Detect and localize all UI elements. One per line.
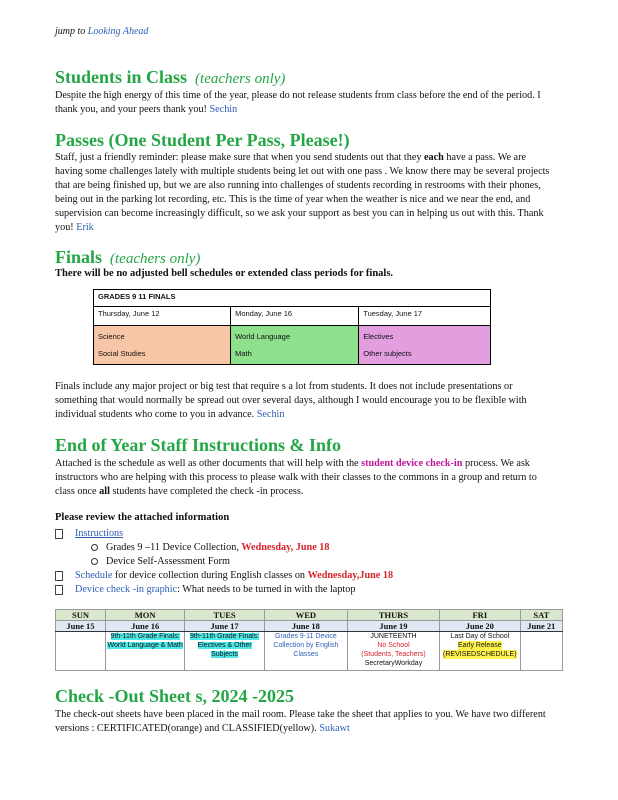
circle-bullet-icon bbox=[91, 544, 98, 551]
signature-sukawt[interactable]: Sukawt bbox=[319, 723, 350, 734]
students-in-class-body: Despite the high energy of this time of the year, please do not release students from class before the end of the period. I thank you, and your peers thank you! Sechin bbox=[55, 90, 541, 115]
finals-day: Tuesday, June 17 bbox=[359, 307, 491, 326]
finals-table bbox=[93, 289, 491, 365]
check-out-sheets-body: The check-out sheets have been placed in the mail room. Please take the sheet that applies to you. We have two different versions : CERTIFICATED(orange) and CLASSIFIED(yellow). Sukawt bbox=[55, 709, 546, 734]
finals-body: Finals include any major project or big test that require s a lot from students. It does not include presentations or something that would normally be spread out over several days, although I would encourage you to be flexible with individual students who come to you in advance. Sechin bbox=[55, 381, 527, 420]
signature-sechin[interactable]: Sechin bbox=[256, 409, 285, 420]
list-item: Grades 9 –11 Device Collection, Wednesday, June 18 bbox=[55, 541, 393, 555]
checkbox-bullet-icon bbox=[55, 585, 63, 595]
check-out-sheets-heading: Check -Out Sheet s, 2024 -2025 bbox=[55, 686, 294, 706]
list-item: Schedule for device collection during English classes on Wednesday,June 18 bbox=[55, 569, 393, 583]
signature-erik[interactable]: Erik bbox=[76, 222, 94, 233]
day-date: June 17 bbox=[185, 621, 264, 632]
end-of-year-body: Attached is the schedule as well as other documents that will help with the student device check-in process. We ask instructors who are helping with this process to please walk with their classes to the commons in a group and return to class once all students have completed the check -in process. bbox=[55, 458, 537, 497]
finals-tuesday-subjects: Electives Other subjects bbox=[359, 326, 491, 365]
day-date: June 20 bbox=[439, 621, 520, 632]
end-of-year-heading: End of Year Staff Instructions & Info bbox=[55, 435, 342, 455]
instructions-link[interactable]: Instructions bbox=[75, 528, 124, 539]
schedule-link[interactable]: Schedule bbox=[75, 570, 113, 581]
device-checkin-highlight: student device check-in bbox=[361, 458, 463, 469]
device-checkin-graphic-link[interactable]: Device check -in graphic bbox=[75, 584, 178, 595]
friday-cell: Last Day of School Early Release (REVISEDSCHEDULE) bbox=[439, 632, 520, 671]
signature-sechin[interactable]: Sechin bbox=[209, 104, 238, 115]
review-list bbox=[55, 527, 393, 597]
circle-bullet-icon bbox=[91, 558, 98, 565]
saturday-cell bbox=[520, 632, 562, 671]
day-name: THURS bbox=[348, 610, 440, 621]
finals-table-caption: GRADES 9 11 FINALS bbox=[94, 290, 491, 307]
jump-line bbox=[55, 26, 148, 37]
teachers-only-note: (teachers only) bbox=[110, 251, 201, 267]
day-name: SUN bbox=[56, 610, 106, 621]
checkbox-bullet-icon bbox=[55, 529, 63, 539]
day-name: MON bbox=[105, 610, 184, 621]
day-date: June 16 bbox=[105, 621, 184, 632]
day-name: SAT bbox=[520, 610, 562, 621]
day-name: TUES bbox=[185, 610, 264, 621]
week-calendar bbox=[55, 609, 563, 671]
passes-heading: Passes (One Student Per Pass, Please!) bbox=[55, 130, 350, 150]
list-item: Device Self-Assessment Form bbox=[55, 555, 393, 569]
list-item bbox=[55, 527, 393, 541]
finals-day: Thursday, June 12 bbox=[94, 307, 231, 326]
thursday-cell: JUNETEENTH No School (Students, Teachers) SecretaryWorkday bbox=[348, 632, 440, 671]
finals-monday-subjects: World Language Math bbox=[231, 326, 359, 365]
review-heading: Please review the attached information bbox=[55, 512, 230, 523]
finals-bell-note: There will be no adjusted bell schedules or extended class periods for finals. bbox=[55, 268, 394, 279]
passes-body: Staff, just a friendly reminder: please make sure that when you send students out that they each have a pass. We are having some challenges lately with multiple students being let out with one pass . We know there may be several projects that are being finished up, but we are also running into challenges of students recording in restrooms with their phones, being out in the parking lot recording, etc. This is the time of year when the weather is nice and we near the end, and supervision can become increasingly difficult, so we ask your support as best you can in helping us out with this. Thank you! Erik bbox=[55, 152, 550, 233]
day-date: June 15 bbox=[56, 621, 106, 632]
day-date: June 21 bbox=[520, 621, 562, 632]
finals-heading: Finals (teachers only) bbox=[55, 247, 201, 267]
looking-ahead-link[interactable]: Looking Ahead bbox=[87, 26, 149, 37]
checkbox-bullet-icon bbox=[55, 571, 63, 581]
finals-day: Monday, June 16 bbox=[231, 307, 359, 326]
day-name: FRI bbox=[439, 610, 520, 621]
jump-prefix: jump to bbox=[55, 26, 88, 37]
day-name: WED bbox=[264, 610, 347, 621]
day-date: June 18 bbox=[264, 621, 347, 632]
list-item: Device check -in graphic: What needs to be turned in with the laptop bbox=[55, 583, 393, 597]
students-in-class-heading: Students in Class (teachers only) bbox=[55, 67, 286, 87]
teachers-only-note: (teachers only) bbox=[195, 71, 286, 87]
tuesday-cell: 9th-11th Grade Finals: Electives & Other Subjects bbox=[185, 632, 264, 671]
wednesday-cell: Grades 9-11 Device Collection by English Classes bbox=[264, 632, 347, 671]
monday-cell: 9th-11th Grade Finals: World Language & Math bbox=[105, 632, 184, 671]
sunday-cell bbox=[56, 632, 106, 671]
finals-thursday-subjects: Science Social Studies bbox=[94, 326, 231, 365]
day-date: June 19 bbox=[348, 621, 440, 632]
